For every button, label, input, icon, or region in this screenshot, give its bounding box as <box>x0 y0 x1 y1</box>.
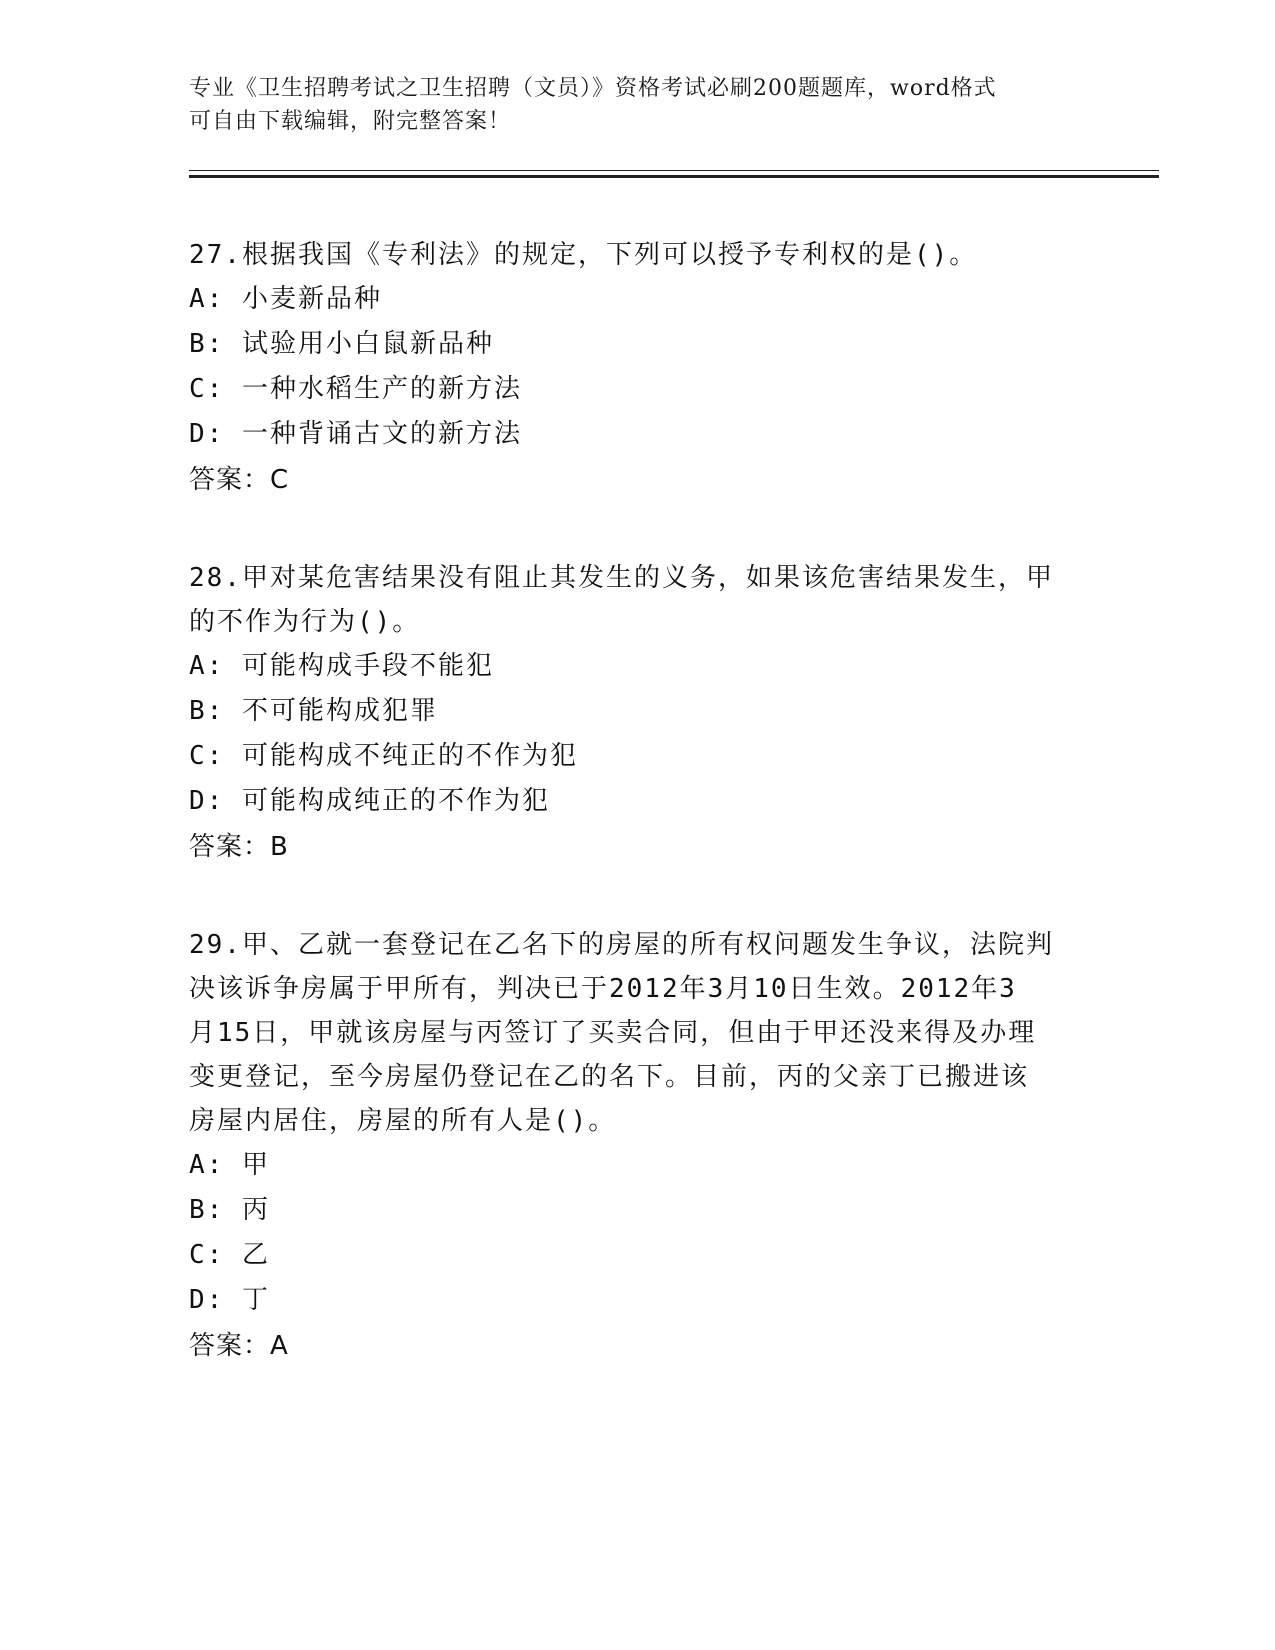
question-list <box>189 233 1089 1422</box>
option-d: D: 丁 <box>189 1285 270 1315</box>
option-d: D: 可能构成纯正的不作为犯 <box>189 786 550 816</box>
header-divider-thick <box>189 175 1159 178</box>
option-a: A: 可能构成手段不能犯 <box>189 651 494 681</box>
question-28 <box>189 556 1089 870</box>
question-stem: 28.甲对某危害结果没有阻止其发生的义务，如果该危害结果发生，甲 <box>189 563 1054 593</box>
answer-line: 答案：B <box>189 832 289 862</box>
option-b: B: 丙 <box>189 1195 270 1225</box>
question-stem: 27.根据我国《专利法》的规定，下列可以授予专利权的是()。 <box>189 240 978 270</box>
option-a: A: 小麦新品种 <box>189 284 382 314</box>
header-line-1: 专业《卫生招聘考试之卫生招聘（文员）》资格考试必刷200题题库，word格式 <box>189 76 997 101</box>
question-stem: 的不作为行为()。 <box>189 607 421 637</box>
answer-line: 答案：C <box>189 465 290 495</box>
question-stem: 月15日，甲就该房屋与丙签订了买卖合同，但由于甲还没来得及办理 <box>189 1018 1037 1048</box>
option-b: B: 试验用小白鼠新品种 <box>189 329 494 359</box>
header-line-2: 可自由下载编辑，附完整答案！ <box>189 109 512 134</box>
option-c: C: 乙 <box>189 1240 270 1270</box>
header-divider-thin <box>189 170 1159 171</box>
question-29 <box>189 923 1089 1369</box>
option-d: D: 一种背诵古文的新方法 <box>189 419 522 449</box>
question-27 <box>189 233 1089 503</box>
option-b: B: 不可能构成犯罪 <box>189 696 438 726</box>
option-c: C: 一种水稻生产的新方法 <box>189 374 522 404</box>
question-stem: 变更登记，至今房屋仍登记在乙的名下。目前，丙的父亲丁已搬进该 <box>189 1062 1030 1092</box>
document-header <box>189 72 1089 138</box>
answer-line: 答案：A <box>189 1331 289 1361</box>
question-stem: 房屋内居住，房屋的所有人是()。 <box>189 1106 617 1136</box>
question-stem: 29.甲、乙就一套登记在乙名下的房屋的所有权问题发生争议，法院判 <box>189 930 1054 960</box>
option-a: A: 甲 <box>189 1150 270 1180</box>
question-stem: 决该诉争房属于甲所有，判决已于2012年3月10日生效。2012年3 <box>189 974 1017 1004</box>
option-c: C: 可能构成不纯正的不作为犯 <box>189 741 578 771</box>
